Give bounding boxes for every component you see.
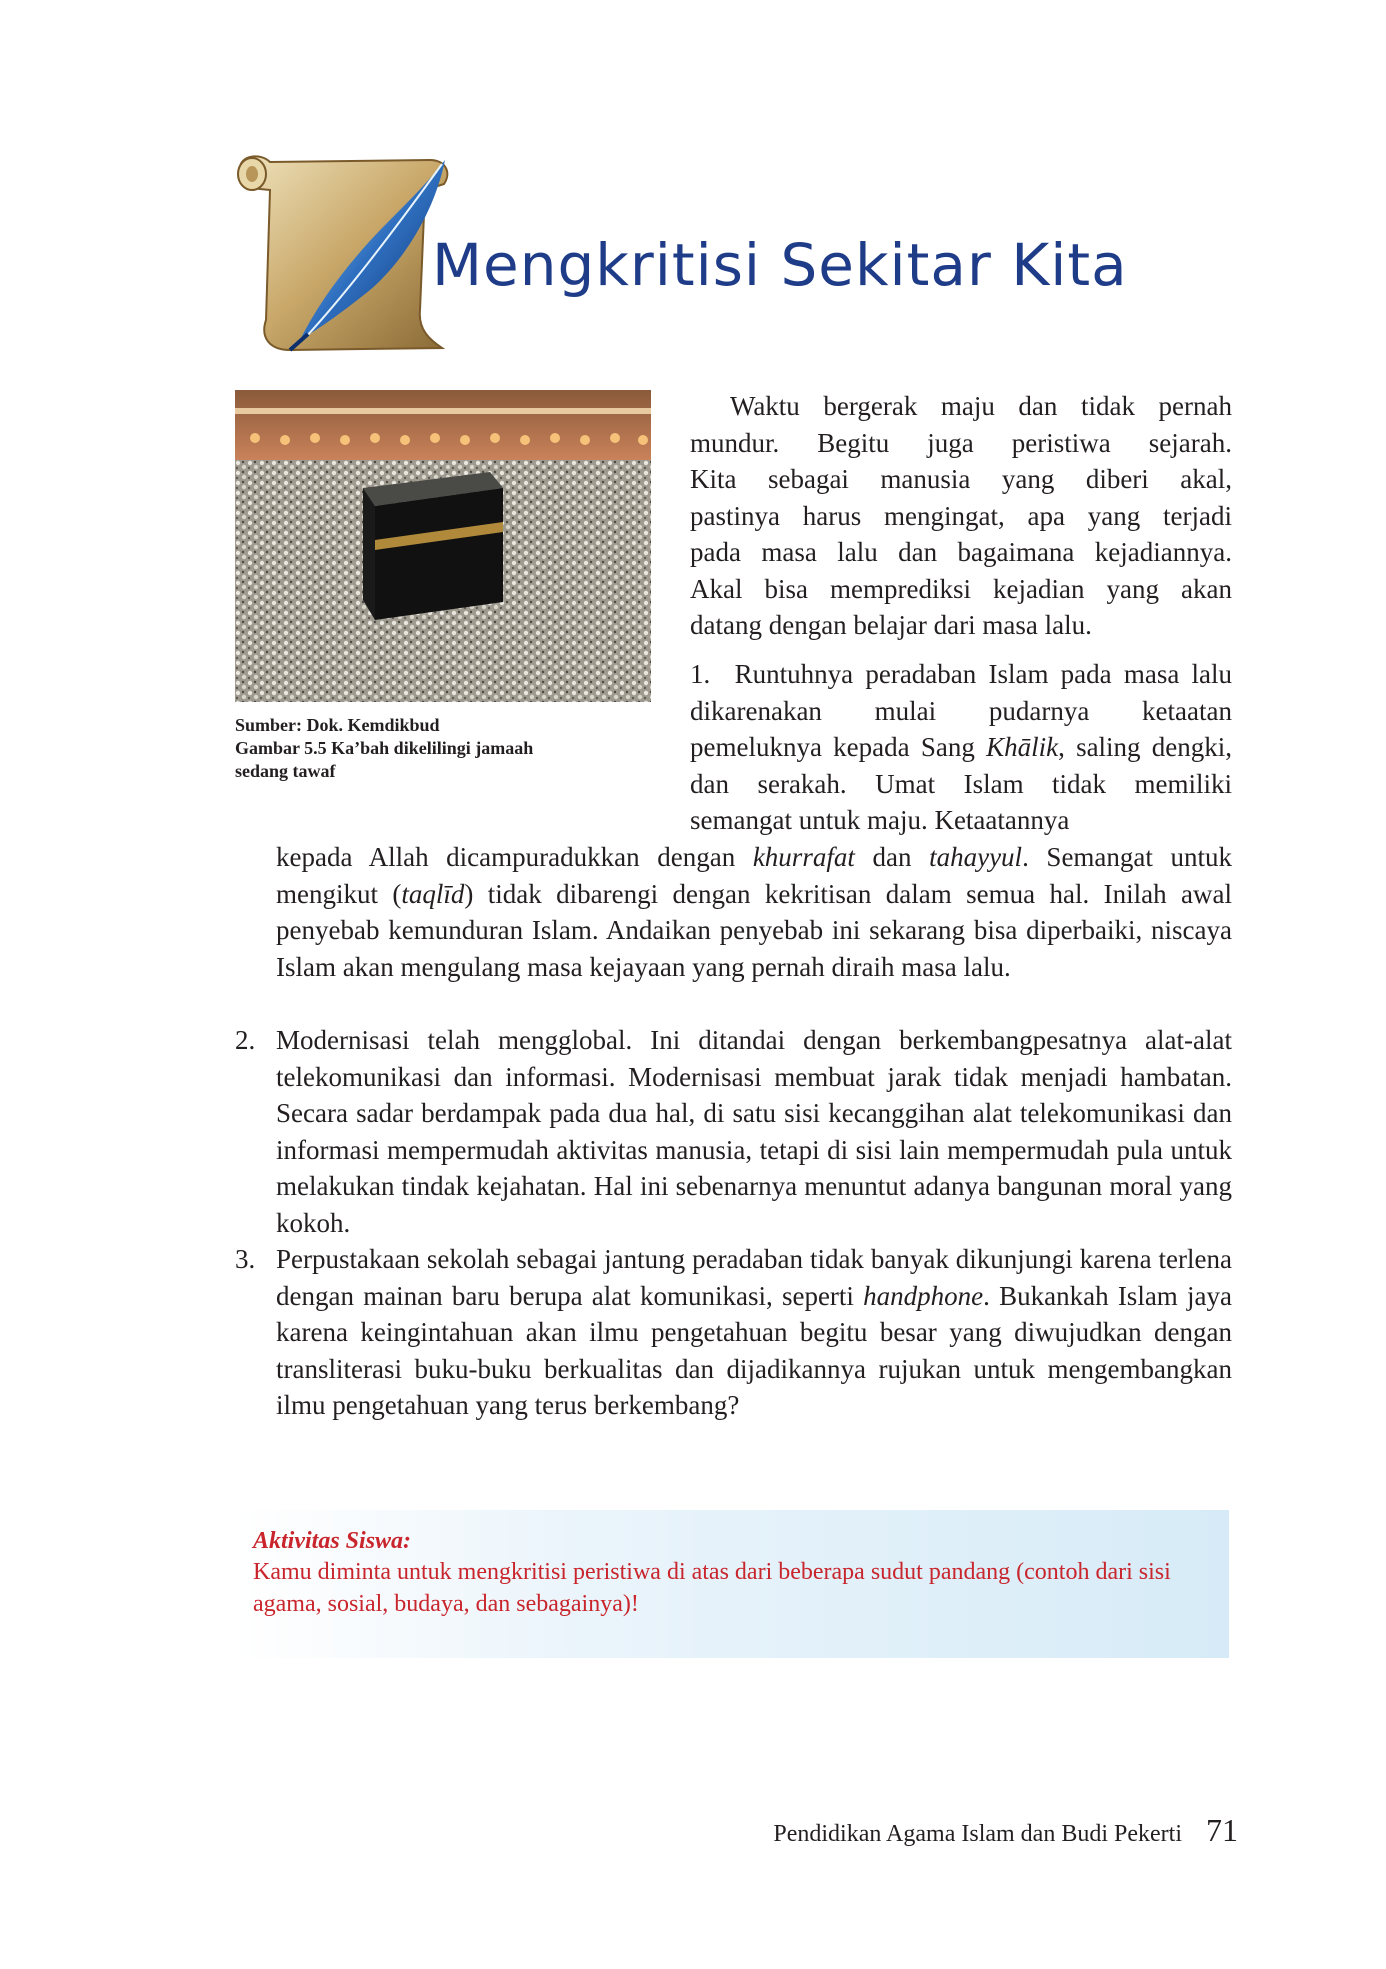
list-item-1-wrapped	[690, 656, 1232, 839]
list-item-text: Modernisasi telah mengglobal. Ini ditandai dengan berkembangpesatnya alat-alat telekomunikasi dan informasi. Modernisasi membuat jarak tidak menjadi hambatan. Secara sadar berdampak pada dua hal, di satu sisi kecanggihan alat telekomunikasi dan informasi mempermudah aktivitas manusia, tetapi di sisi lain mempermudah pula untuk melakukan tindak kejahatan. Hal ini sebenarnya menuntut adanya bangunan moral yang kokoh.	[276, 1025, 1232, 1238]
list-item-3	[235, 1241, 1232, 1424]
list-item-text: . Bukankah Islam jaya karena keingintahuan akan ilmu pengetahuan begitu besar yang diwujudkan dengan transliterasi buku-buku berkualitas dan dijadikannya rujukan untuk mengembangkan ilmu pengetahuan yang terus berkembang?	[276, 1280, 1233, 1420]
list-item-emphasis: taqlīd	[401, 878, 465, 909]
list-item-text: . Semangat untuk mengikut (	[276, 842, 1233, 909]
activity-title: Aktivitas Siswa:	[253, 1528, 412, 1554]
list-number: 2.	[235, 1025, 256, 1055]
intro-line: datang dengan belajar dari masa lalu.	[690, 610, 1092, 640]
kaaba-photo	[235, 390, 651, 702]
figure-caption	[235, 714, 655, 783]
activity-box	[239, 1510, 1229, 1658]
intro-paragraph	[690, 388, 1232, 644]
page-title: Mengkritisi Sekitar Kita	[432, 231, 1128, 299]
list-number: 3.	[235, 1244, 256, 1274]
intro-line: mundur. Begitu juga peristiwa sejarah.	[690, 427, 1232, 458]
list-item-text: kepada Allah dicampuradukkan dengan	[276, 842, 736, 872]
list-item-text: dan	[872, 842, 912, 872]
scroll-quill-icon	[230, 150, 460, 360]
figure-caption-line2: sedang tawaf	[235, 761, 336, 781]
list-item-text: Perpustakaan sekolah sebagai jantung peradaban tidak banyak dikunjungi karena terlena dengan mainan baru berupa alat komunikasi, seperti	[276, 1244, 1232, 1311]
list-number: 1.	[690, 659, 711, 689]
activity-text: Kamu diminta untuk mengkritisi peristiwa di atas dari beberapa sudut pandang (contoh dari sisi agama, sosial, budaya, dan sebagainya)!	[253, 1559, 1171, 1617]
list-item-emphasis: handphone	[863, 1280, 984, 1311]
list-item-text: , saling dengki, dan serakah. Umat Islam tidak memiliki semangat untuk maju. Ketaatannya	[690, 732, 1233, 835]
list-item-emphasis: Khālik	[986, 732, 1059, 762]
footer-book-title: Pendidikan Agama Islam dan Budi Pekerti	[773, 1821, 1182, 1847]
intro-line: pada masa lalu dan bagaimana kejadiannya.	[690, 537, 1232, 567]
list-item-2	[235, 1022, 1232, 1241]
list-item-1-continued	[276, 839, 1232, 985]
intro-line: Kita sebagai manusia yang diberi akal,	[690, 464, 1232, 494]
intro-line: Akal bisa memprediksi kejadian yang akan	[690, 573, 1232, 604]
intro-line: Waktu bergerak maju dan tidak pernah	[730, 391, 1232, 421]
page-number: 71	[1206, 1812, 1238, 1848]
page-footer	[773, 1812, 1238, 1849]
list-item-text: ) tidak dibarengi dengan kekritisan dalam semua hal. Inilah awal penyebab kemunduran Islam. Andaikan penyebab ini sekarang bisa diperbaiki, niscaya Islam akan mengulang masa kejayaan yang pernah diraih masa lalu.	[276, 878, 1232, 982]
figure-caption-line1: Gambar 5.5 Ka’bah dikelilingi jamaah	[235, 738, 534, 758]
list-item-emphasis: khurrafat	[752, 842, 855, 872]
list-item-emphasis: tahayyul	[929, 842, 1023, 872]
figure-source: Sumber: Dok. Kemdikbud	[235, 715, 440, 735]
intro-line: pastinya harus mengingat, apa yang terjadi	[690, 500, 1232, 531]
list-item-text: Runtuhnya peradaban Islam pada masa lalu dikarenakan mulai pudarnya ketaatan pemeluknya kepada Sang	[690, 659, 1232, 762]
